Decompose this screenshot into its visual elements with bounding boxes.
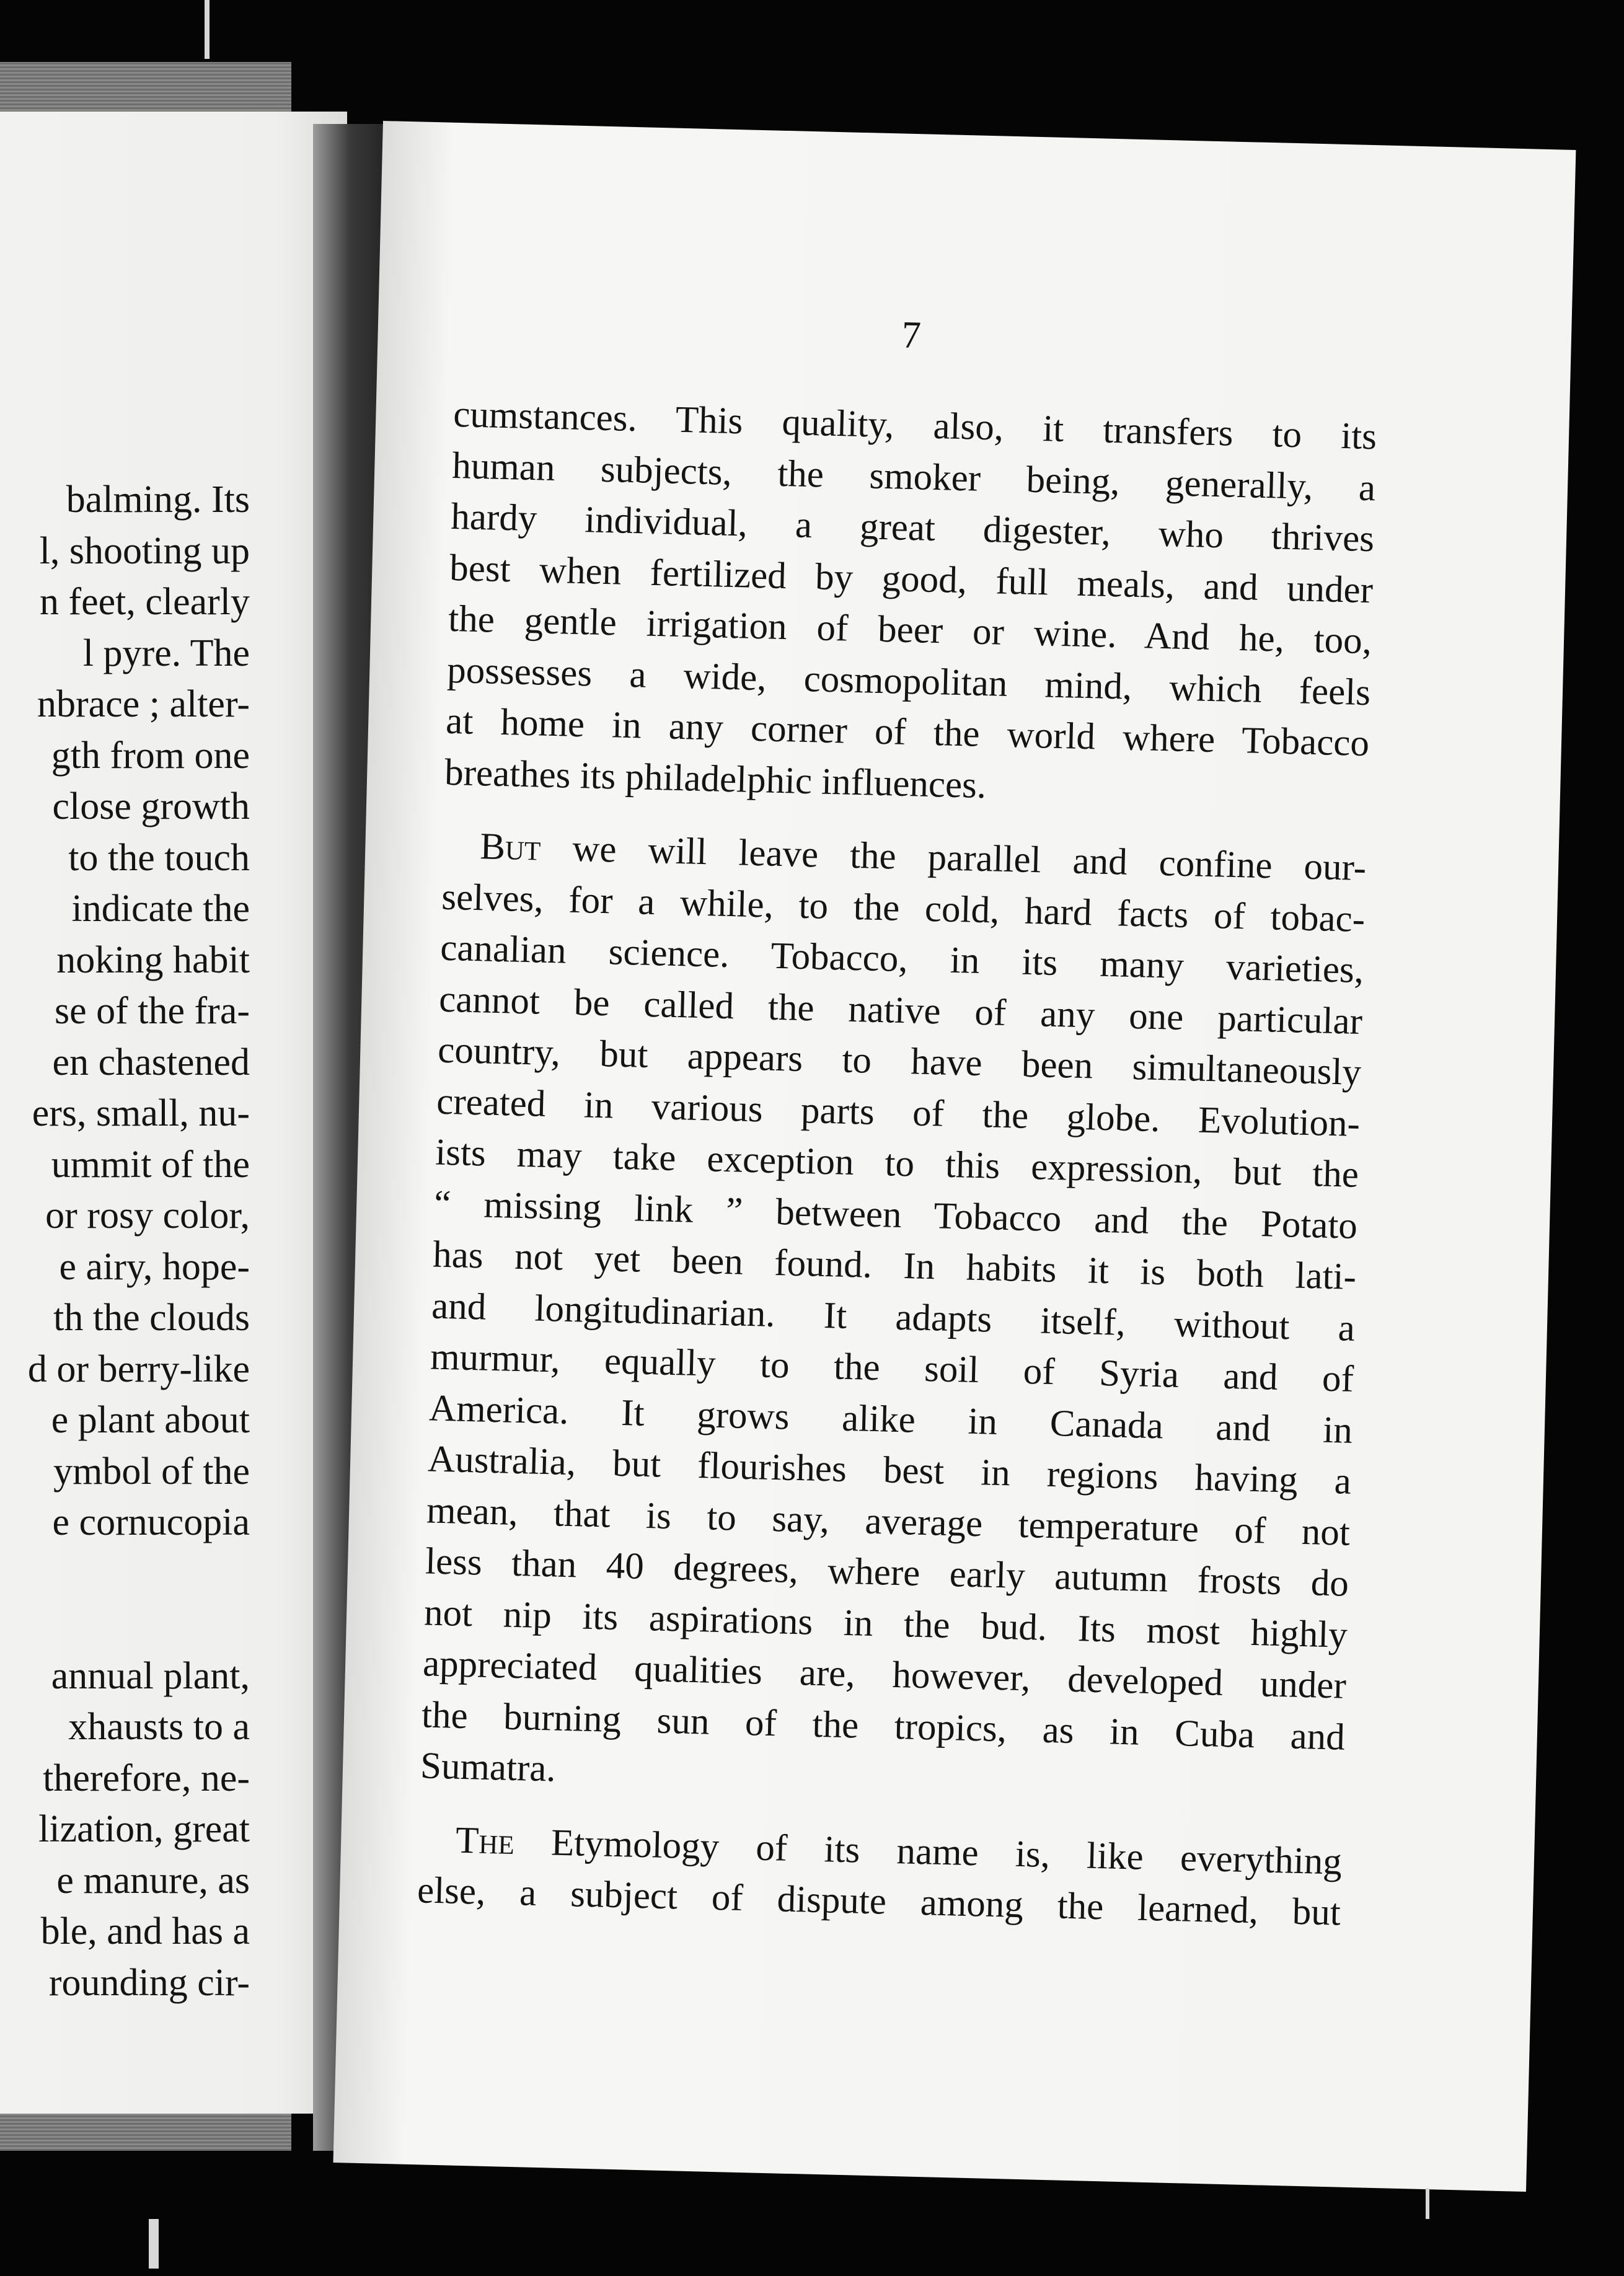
text-line: else, a subject of dispute among the learned, but <box>417 1869 1341 1934</box>
page-number: 7 <box>901 314 922 357</box>
text-line: selves, for a while, to the cold, hard facts of tobac- <box>441 876 1366 940</box>
text-line: hardy individual, a great digester, who thrives <box>450 495 1375 560</box>
left-line: e manure, as <box>56 1859 250 1902</box>
left-line: e plant about <box>51 1399 250 1441</box>
small-caps-lead: But <box>479 826 542 869</box>
left-line <box>0 1599 250 1651</box>
left-line: e cornucopia <box>52 1501 250 1543</box>
text-line: breathes its philadelphic influences. <box>444 751 987 806</box>
text-line: human subjects, the smoker being, generally, a <box>451 444 1376 509</box>
left-line: ymbol of the <box>53 1450 250 1493</box>
scan-mark <box>1426 2188 1429 2219</box>
left-line: therefore, ne- <box>43 1757 250 1799</box>
text-line: the gentle irrigation of beer or wine. And he, too, <box>448 598 1372 663</box>
left-page-text <box>0 474 250 2008</box>
paragraph-2 <box>420 821 1367 1814</box>
left-line: l pyre. The <box>82 632 250 674</box>
scan-mark <box>149 2219 159 2269</box>
left-line: ble, and has a <box>40 1910 250 1952</box>
right-page <box>333 121 1576 2192</box>
left-line: xhausts to a <box>68 1706 250 1748</box>
left-line: l, shooting up <box>39 529 250 572</box>
left-line: noking habit <box>56 938 250 981</box>
text-line: country, but appears to have been simultaneously <box>437 1029 1362 1094</box>
text-line: canalian science. Tobacco, in its many varieties, <box>439 927 1364 992</box>
left-line: to the touch <box>68 836 250 879</box>
text-line: “ missing link ” between Tobacco and the Potato <box>433 1183 1358 1247</box>
text-line: has not yet been found. In habits it is both lati- <box>432 1233 1357 1298</box>
left-line: ummit of the <box>51 1143 250 1186</box>
right-page-text <box>417 389 1377 1939</box>
left-line: or rosy color, <box>45 1194 250 1237</box>
small-caps-lead: The <box>455 1819 515 1863</box>
left-line: close growth <box>52 785 250 827</box>
left-line: ers, small, nu- <box>32 1092 250 1134</box>
left-line: e airy, hope- <box>59 1245 250 1288</box>
text-line: appreciated qualities are, however, developed under <box>422 1643 1347 1707</box>
text-line: Australia, but flourishes best in regions having a <box>427 1438 1352 1502</box>
text-line: and longitudinarian. It adapts itself, without a <box>431 1284 1356 1349</box>
left-line: lization, great <box>38 1808 250 1850</box>
text-line: cannot be called the native of any one particular <box>438 978 1363 1043</box>
text-run: Etymology of its name is, like everything <box>514 1820 1343 1883</box>
text-line: ists may take exception to this expression, but the <box>435 1131 1359 1196</box>
paragraph-3 <box>417 1814 1343 1939</box>
left-line: annual plant, <box>51 1654 250 1697</box>
text-line: cumstances. This quality, also, it transfers to its <box>452 393 1377 458</box>
text-line: possesses a wide, cosmopolitan mind, which feels <box>446 649 1371 713</box>
text-line: not nip its aspirations in the bud. Its most highly <box>423 1591 1348 1656</box>
left-page <box>0 112 347 2114</box>
text-line: best when fertilized by good, full meals, and under <box>449 547 1374 611</box>
left-line: d or berry-like <box>27 1348 250 1390</box>
left-line: indicate the <box>71 888 250 930</box>
text-run: we will leave the parallel and confine our- <box>540 827 1367 889</box>
left-line: nbrace ; alter- <box>37 683 250 725</box>
left-line <box>0 1548 250 1600</box>
left-line: balming. Its <box>66 479 250 521</box>
left-line: gth from one <box>51 734 250 777</box>
left-line: en chastened <box>52 1041 250 1083</box>
text-line: the burning sun of the tropics, as in Cuba and <box>421 1693 1346 1758</box>
paragraph-1 <box>444 389 1377 821</box>
left-line: th the clouds <box>53 1297 250 1339</box>
text-line: at home in any corner of the world where Tobacco <box>445 700 1370 765</box>
left-line: rounding cir- <box>48 1961 250 2004</box>
text-line: Sumatra. <box>420 1745 557 1790</box>
text-line: America. It grows alike in Canada and in <box>428 1387 1353 1452</box>
left-line: se of the fra- <box>55 990 250 1032</box>
scan-mark <box>205 0 210 59</box>
text-line: less than 40 degrees, where early autumn frosts do <box>425 1540 1349 1605</box>
text-line: created in various parts of the globe. Evolution- <box>436 1080 1361 1145</box>
text-line: murmur, equally to the soil of Syria and of <box>430 1336 1354 1400</box>
left-line: n feet, clearly <box>39 581 250 623</box>
text-line: mean, that is to say, average temperature of not <box>426 1489 1351 1554</box>
